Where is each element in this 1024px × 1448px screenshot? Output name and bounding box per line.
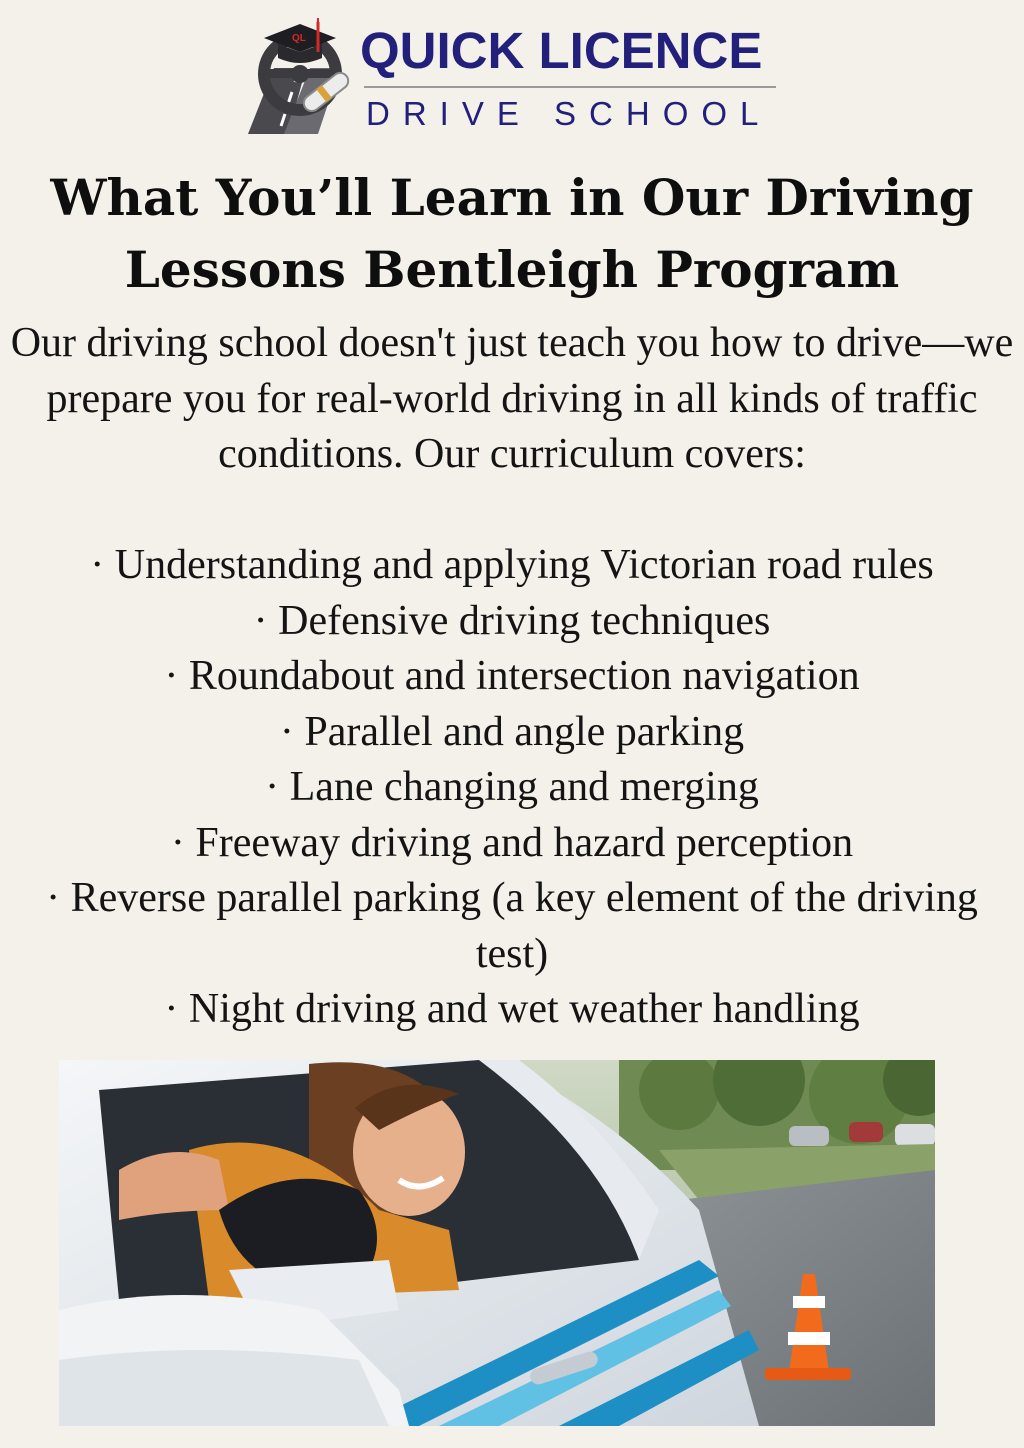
- steering-wheel-graduation-icon: [244, 8, 354, 138]
- curriculum-item-road-rules: · Understanding and applying Victorian road rules: [90, 542, 934, 588]
- brand-name-top: QUICK LICENCE: [360, 22, 763, 79]
- brand-wordmark: [360, 22, 800, 134]
- intro-paragraph: Our driving school doesn't just teach you how to drive—we prepare you for real-world driving in all kinds of traffic conditions. Our curriculum covers:: [10, 320, 1014, 477]
- emblem-letters: QL: [292, 33, 306, 44]
- driver-in-car-illustration: [59, 1060, 935, 1426]
- curriculum-item-parking: · Parallel and angle parking: [279, 708, 745, 755]
- brand-name-bottom: DRIVE SCHOOL: [366, 95, 772, 132]
- curriculum-item-defensive-driving: · Defensive driving techniques: [253, 597, 771, 644]
- curriculum-item-night-driving: · Night driving and wet weather handling: [164, 986, 860, 1032]
- brand-divider: [364, 86, 776, 88]
- curriculum-item-roundabout: · Roundabout and intersection navigation: [164, 653, 860, 699]
- brand-logo: [244, 8, 804, 140]
- curriculum-item-lane-changing: · Lane changing and merging: [265, 764, 759, 810]
- curriculum-item-freeway: · Freeway driving and hazard perception: [170, 819, 854, 866]
- curriculum-list: [10, 538, 1014, 1038]
- page-title: What You’ll Learn in Our Driving Lessons Bentleigh Program: [50, 168, 974, 299]
- driver-photo: [59, 1060, 935, 1426]
- curriculum-item-reverse-parking: · Reverse parallel parking (a key element of the driving test): [46, 875, 978, 977]
